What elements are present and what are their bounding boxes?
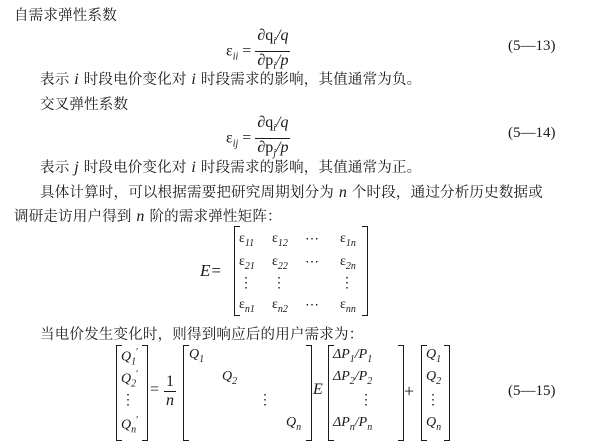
- q-entry: $Q_2$: [426, 369, 442, 387]
- q-entry: $Q_1$: [426, 347, 442, 365]
- dp-entry: $\Delta P_n/P_n$: [333, 415, 373, 433]
- equation-5-14: $\varepsilon_{ij}$ = $\frac{\partial q_i/q}{\partial p_j/p}$: [226, 114, 290, 163]
- diag-entry: $Q_n$: [286, 415, 302, 433]
- equation-number-5-13: (5—13): [508, 38, 556, 54]
- qprime-entry: $Q_n'$: [121, 415, 139, 436]
- qprime-entry: $Q_2'$: [121, 369, 139, 390]
- matrix-right-bracket: [362, 226, 368, 316]
- eq15-E: E: [313, 381, 323, 398]
- q-entry: ⋮: [426, 393, 440, 408]
- cross-elasticity-description: 表示 j 时段电价变化对 i 时段需求的影响，其值通常为正。: [40, 159, 422, 176]
- matrix-cell: ⋮: [340, 276, 354, 291]
- q-right-bracket: [444, 345, 450, 441]
- diag-entry: $Q_2$: [222, 369, 238, 387]
- qprime-right-bracket: [142, 345, 148, 441]
- diag-right-bracket: [306, 345, 312, 441]
- matrix-cell: $\varepsilon_{1n}$: [340, 231, 356, 249]
- paragraph-line-2: 调研走访用户得到 n 阶的需求弹性矩阵：: [14, 208, 282, 225]
- dp-entry: ⋮: [359, 393, 373, 408]
- matrix-cell: $\varepsilon_{21}$: [239, 254, 255, 272]
- matrix-cell: $\varepsilon_{2n}$: [340, 254, 356, 272]
- paragraph-line-1: 具体计算时，可以根据需要把研究周期划分为 n 个时段，通过分析历史数据或: [40, 184, 543, 201]
- matrix-cell: $\varepsilon_{nn}$: [340, 297, 356, 315]
- self-elasticity-description: 表示 i 时段电价变化对 i 时段需求的影响，其值通常为负。: [40, 71, 422, 88]
- eq15-equals: =: [150, 381, 160, 398]
- matrix-label: E=: [200, 261, 222, 280]
- equation-number-5-14: (5—14): [508, 125, 556, 141]
- matrix-cell: $\varepsilon_{12}$: [272, 231, 288, 249]
- equation-number-5-15: (5—15): [508, 383, 556, 399]
- diag-entry: ⋮: [258, 393, 272, 408]
- qprime-entry: ⋮: [121, 393, 135, 408]
- dp-entry: $\Delta P_2/P_2$: [333, 369, 373, 387]
- cross-elasticity-title: 交叉弹性系数: [40, 97, 129, 113]
- response-intro-line: 当电价发生变化时，则得到响应后的用户需求为：: [40, 327, 364, 343]
- matrix-cell: ⋯: [305, 255, 319, 270]
- matrix-cell: $\varepsilon_{n2}$: [272, 297, 288, 315]
- matrix-cell: ⋮: [272, 276, 286, 291]
- eq15-fraction: $\frac{1}{n}$: [166, 373, 174, 409]
- matrix-cell: $\varepsilon_{11}$: [239, 231, 255, 249]
- diag-entry: $Q_1$: [189, 347, 205, 365]
- self-elasticity-title: 自需求弹性系数: [14, 8, 117, 24]
- dp-entry: $\Delta P_1/P_1$: [333, 347, 373, 365]
- matrix-cell: ⋮: [239, 276, 253, 291]
- eq15-plus: +: [404, 381, 415, 401]
- matrix-cell: ⋯: [305, 232, 319, 247]
- qprime-entry: $Q_1'$: [121, 347, 139, 368]
- equation-5-13: $\varepsilon_{ii}$ = $\frac{\partial q_i/q}{\partial p_i/p}$: [226, 27, 290, 76]
- q-entry: $Q_n$: [426, 415, 442, 433]
- matrix-cell: ⋯: [305, 298, 319, 313]
- matrix-cell: $\varepsilon_{n1}$: [239, 297, 255, 315]
- matrix-cell: $\varepsilon_{22}$: [272, 254, 288, 272]
